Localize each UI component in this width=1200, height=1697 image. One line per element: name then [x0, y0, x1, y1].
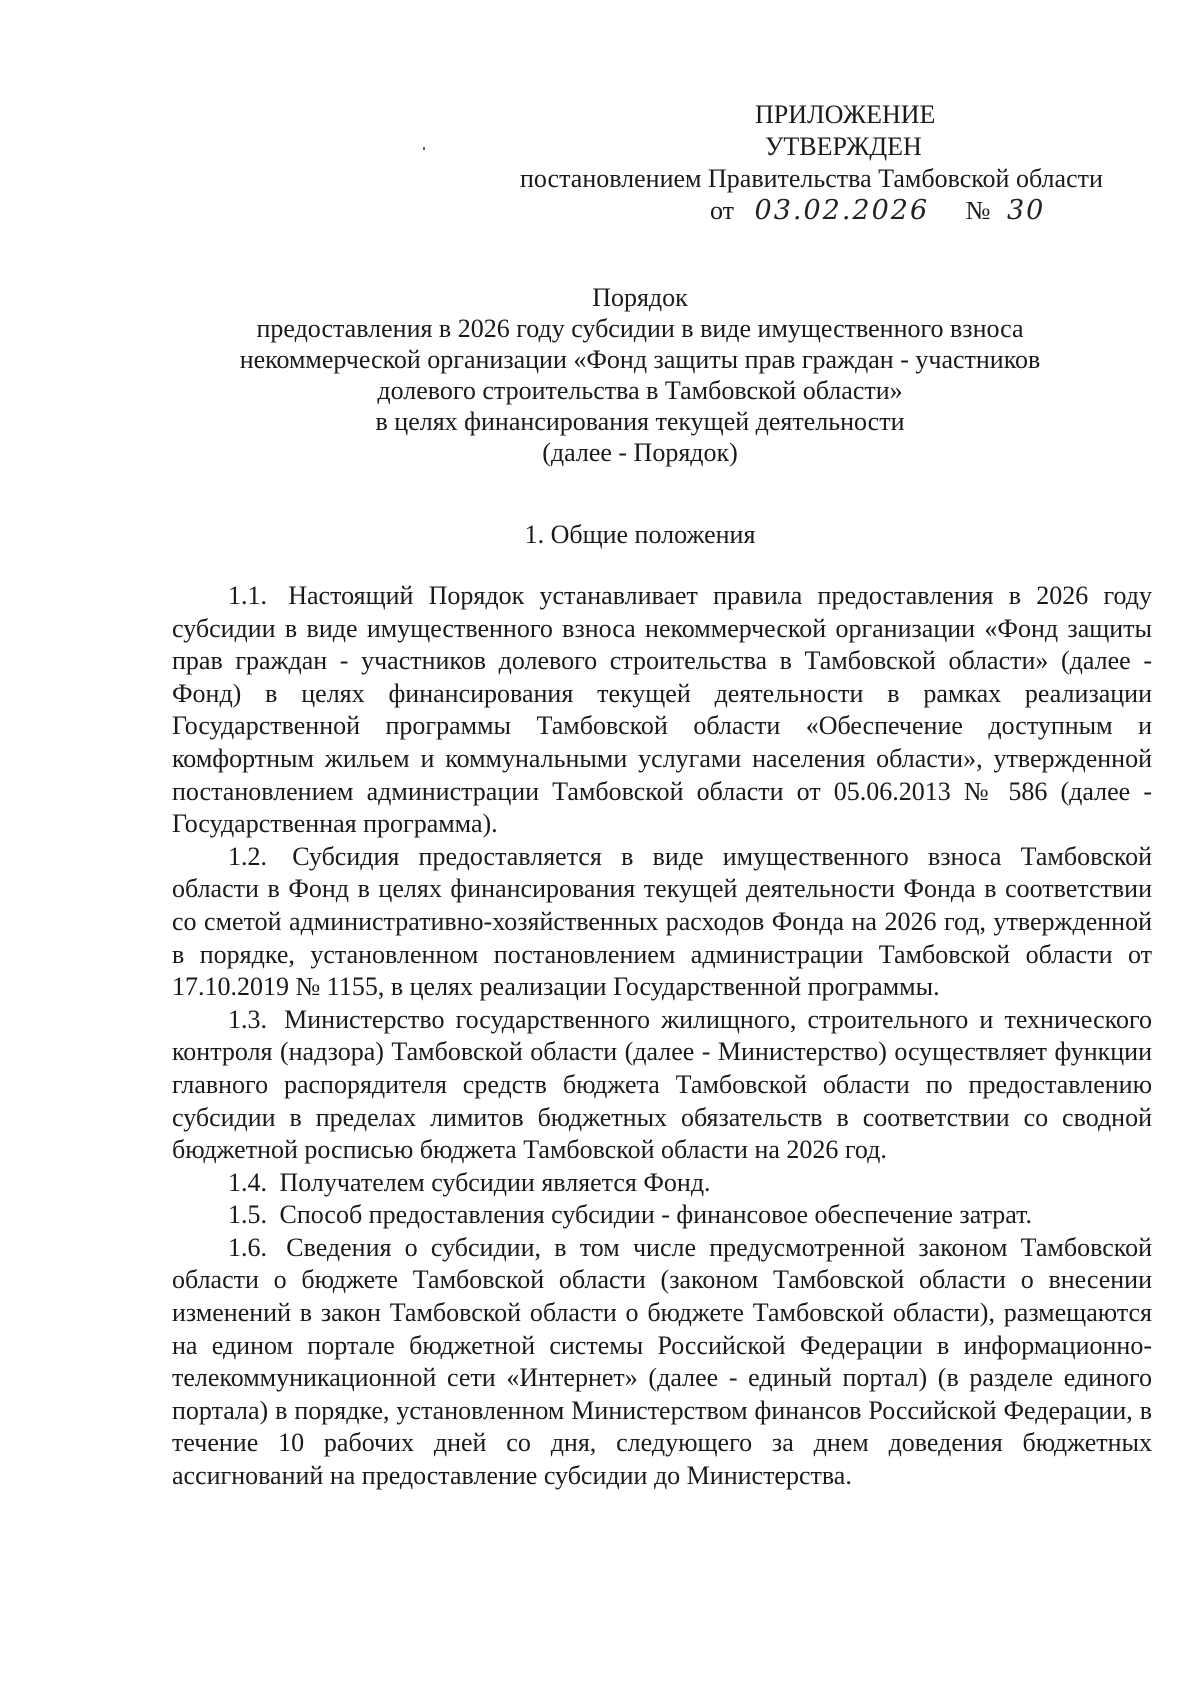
scan-speck [423, 147, 425, 150]
paragraph-text: Способ предоставления субсидии - финансовое обеспечение затрат. [279, 1200, 1033, 1230]
number-prefix: № [965, 196, 991, 225]
section-body [172, 580, 1152, 1493]
document-title [170, 282, 1110, 468]
paragraph-number: 1.6. [228, 1232, 267, 1262]
paragraph-text: Получателем субсидии является Фонд. [279, 1167, 711, 1197]
approved-label: УТВЕРЖДЕН [765, 132, 922, 161]
paragraph-1-5 [172, 1199, 1152, 1232]
paragraph-number: 1.5. [228, 1200, 267, 1230]
title-line-3: некоммерческой организации «Фонд защиты прав граждан - участников [239, 345, 1041, 374]
paragraph-1-6 [172, 1232, 1152, 1493]
decree-line: постановлением Правительства Тамбовской области [520, 164, 1103, 193]
title-line-5: в целях финансирования текущей деятельности [375, 407, 905, 436]
paragraph-number: 1.1. [228, 581, 267, 610]
paragraph-number: 1.2. [228, 841, 267, 871]
paragraph-text: Настоящий Порядок устанавливает правила предоставления в 2026 году субсидии в виде имущественного взноса некоммерческой организации «Фонд защиты прав граждан - участников долевого строительства в Тамбовской области» (далее - Фонд) в целях финансирования текущей деятельности в рамках реализации Государственной программы Тамбовской области «Обеспечение доступным и комфортным жильем и коммунальными услугами населения области», утвержденной постановлением администрации Тамбовской области от 05.06.2013 № 586 (далее - Государственная программа). [172, 581, 1152, 839]
section-heading: 1. Общие положения [524, 520, 756, 549]
title-line-2: предоставления в 2026 году субсидии в виде имущественного взноса [256, 314, 1024, 343]
paragraph-1-1 [172, 580, 1152, 841]
handwritten-date: 03.02.2026 [754, 195, 930, 226]
title-line-6: (далее - Порядок) [542, 438, 738, 467]
title-line-1: Порядок [592, 283, 688, 312]
paragraph-number: 1.4. [228, 1167, 267, 1197]
appendix-label: ПРИЛОЖЕНИЕ [755, 100, 936, 129]
paragraph-text: Субсидия предоставляется в виде имущественного взноса Тамбовской области в Фонд в целях финансирования текущей деятельности Фонда в соответствии со сметой административно-хозяйственных расходов Фонда на 2026 год, утвержденной в порядке, установленном постановлением администрации Тамбовской области от 17.10.2019 № 1155, в целях реализации Государственной программы. [172, 841, 1153, 1002]
date-prefix: от [710, 196, 735, 225]
paragraph-1-4 [172, 1167, 1152, 1200]
handwritten-number: 30 [1006, 195, 1046, 226]
paragraph-text: Министерство государственного жилищного, строительного и технического контроля (надзора) Тамбовской области (далее - Министерство) осуществляет функции главного распорядителя средств бюджета Тамбовской области по предоставлению субсидии в пределах лимитов бюджетных обязательств в соответствии со сводной бюджетной росписью бюджета Тамбовской области на 2026 год. [172, 1004, 1152, 1165]
paragraph-number: 1.3. [228, 1004, 267, 1034]
paragraph-1-2 [172, 841, 1152, 1004]
title-line-4: долевого строительства в Тамбовской области» [377, 376, 903, 405]
paragraph-1-3 [172, 1004, 1152, 1167]
paragraph-text: Сведения о субсидии, в том числе предусмотренной законом Тамбовской области о бюджете Тамбовской области (законом Тамбовской области о внесении изменений в закон Тамбовской области о бюджете Тамбовской области), размещаются на едином портале бюджетной системы Российской Федерации в информационно-телекоммуникационной сети «Интернет» (далее - единый портал) (в разделе единого портала) в порядке, установленном Министерством финансов Российской Федерации, в течение 10 рабочих дней со дня, следующего за днем доведения бюджетных ассигнований на предоставление субсидии до Министерства. [172, 1232, 1152, 1491]
decree-date-line [710, 196, 1045, 226]
